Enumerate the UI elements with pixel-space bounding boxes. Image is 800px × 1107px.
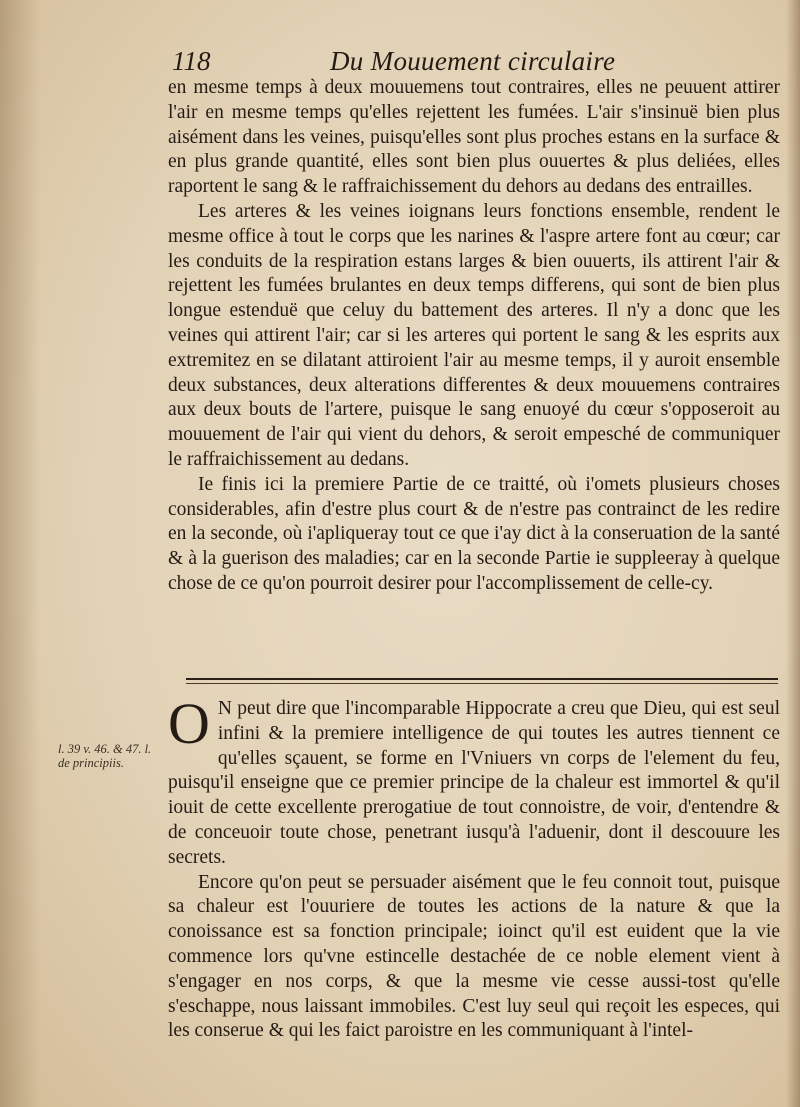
paragraph: Ie finis ici la premiere Partie de ce traitté, où i'omets plusieurs choses considerables, afin d'estre plus court & de n'estre pas contrainct de les redire en la seconde, où i'apliqueray tout ce que i'ay dict à la conseruation de la santé & à la guerison des maladies; car en la seconde Partie ie suppleeray à quelque chose de ce qu'on pourroit desirer pour l'accomplissement de celle-cy. bbox=[168, 473, 780, 594]
section-divider-thin bbox=[186, 683, 778, 684]
margin-note-line: de principiis. bbox=[58, 756, 124, 770]
margin-note-line: l. 39 v. 46. & 47. l. bbox=[58, 742, 152, 756]
paragraph bbox=[168, 691, 780, 871]
running-head: Du Mouuement circulaire bbox=[330, 46, 616, 76]
page-header bbox=[170, 44, 790, 78]
page-number: 118 bbox=[172, 46, 211, 76]
margin-note bbox=[58, 742, 168, 770]
text-block-second-part bbox=[168, 691, 780, 1044]
page-edge-shadow bbox=[786, 0, 800, 1107]
paragraph: Encore qu'on peut se persuader aisément que le feu connoit tout, puisque sa chaleur est l'ouuriere de toutes les actions de la nature & que la conoissance est sa fonction principale; ioinct qu'il est euident que la vie commence lors qu'vne estincelle destachée de ce noble element vient à s'engager en nos corps, & que la mesme vie cesse aussi-tost qu'elle s'eschappe, nous laissant immobiles. C'est luy seul qui reçoit les especes, qui les conserue & qui les faict paroistre en les communiquant à l'intel- bbox=[168, 871, 780, 1042]
paragraph-text: N peut dire que l'incomparable Hippocrate a creu que Dieu, qui est seul infini & la premiere intelligence de qui toutes les autres tiennent ce qu'elles sçauent, se forme en l'Vniuers vn corps de l'element du feu, puisqu'il enseigne que ce premier principe de la chaleur est immortel & qu'il iouit de cette excellente prerogatiue de tout connoistre, de voir, d'entendre & de conceuoir toute chose, penetrant iusqu'à l'aduenir, dont il descouure les secrets. bbox=[168, 698, 780, 868]
gutter-shadow bbox=[0, 0, 40, 1107]
section-divider bbox=[186, 678, 778, 680]
text-block-first-part bbox=[168, 76, 780, 597]
paragraph: Les arteres & les veines ioignans leurs fonctions ensemble, rendent le mesme office à tout le corps que les narines & l'aspre artere font au cœur; car les conduits de la respiration estans larges & bien ouuerts, ils attirent l'air & rejettent les fumées brulantes en deux temps differens, qui sont de bien plus longue estenduë que celuy du battement des arteres. Il n'y a donc que les veines qui attirent l'air; car si les arteres qui portent le sang & les esprits aux extremitez en se dilatant attiroient l'air au mesme temps, il y auroit ensemble deux substances, deux alterations differentes & deux mouuemens contraires aux deux bouts de l'artere, puisque le sang enuoyé du cœur s'opposeroit au mouuement de l'air qui vient du dehors, & seroit empesché de communiquer le raffraichissement au dedans. bbox=[168, 200, 780, 470]
paragraph: en mesme temps à deux mouuemens tout contraires, elles ne peuuent attirer l'air en mesme temps qu'elles rejettent les fumées. L'air s'insinuë bien plus aisément dans les veines, puisqu'elles sont plus proches estans en la surface & en plus grande quantité, elles sont bien plus ouuertes & plus deliées, elles raportent le sang & le raffraichissement du dehors au dedans des entrailles. bbox=[168, 77, 780, 198]
drop-capital: O bbox=[168, 691, 210, 756]
